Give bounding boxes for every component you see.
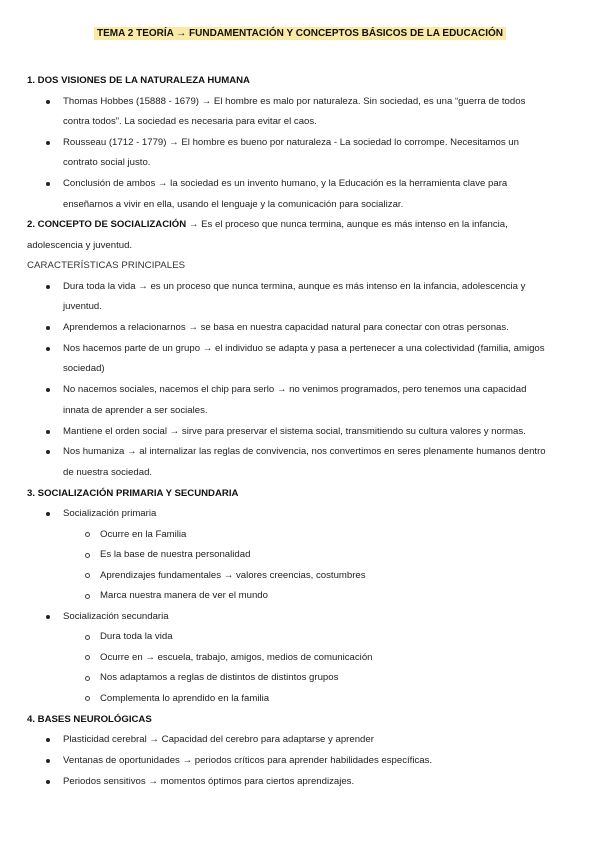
circle-bullet-icon bbox=[85, 676, 90, 681]
list-item: Plasticidad cerebral → Capacidad del cerebro para adaptarse y aprender bbox=[27, 730, 547, 751]
section-2-heading: 2. CONCEPTO DE SOCIALIZACIÓN → Es el proceso que nunca termina, aunque es más intenso en la infancia, adolescencia y juventud. bbox=[27, 219, 508, 251]
bullet-icon bbox=[46, 182, 50, 186]
title-container bbox=[0, 27, 600, 40]
sublist-item: Es la base de nuestra personalidad bbox=[27, 545, 547, 566]
circle-bullet-icon bbox=[85, 553, 90, 558]
bullet-icon bbox=[46, 615, 50, 619]
bullet-icon bbox=[46, 780, 50, 784]
secondary-sublist bbox=[63, 627, 547, 709]
section-3-heading: 3. SOCIALIZACIÓN PRIMARIA Y SECUNDARIA bbox=[27, 487, 239, 499]
bullet-icon bbox=[46, 450, 50, 454]
bullet-icon bbox=[46, 285, 50, 289]
section-3-list bbox=[27, 504, 547, 709]
sublist-item: Aprendizajes fundamentales → valores creencias, costumbres bbox=[27, 566, 547, 587]
circle-bullet-icon bbox=[85, 696, 90, 701]
section-4-heading: 4. BASES NEUROLÓGICAS bbox=[27, 713, 152, 725]
list-item: No nacemos sociales, nacemos el chip para serlo → no venimos programados, pero tenemos una capacidad innata de aprender a ser sociales. bbox=[27, 380, 547, 421]
list-item: Nos hacemos parte de un grupo → el individuo se adapta y pasa a pertenecer a una colectividad (familia, amigos sociedad) bbox=[27, 339, 547, 380]
sublist-item: Ocurre en → escuela, trabajo, amigos, medios de comunicación bbox=[27, 648, 547, 669]
list-item: Socialización primaria Ocurre en la Familia Es la base de nuestra personalidad Aprendizajes fundamentales → valores creencias, costumbres Marca nuestra manera de ver el mundo bbox=[27, 504, 547, 607]
bullet-icon bbox=[46, 388, 50, 392]
section-1-list bbox=[27, 92, 547, 216]
circle-bullet-icon bbox=[85, 532, 90, 537]
bullet-icon bbox=[46, 738, 50, 742]
bullet-icon bbox=[46, 759, 50, 763]
list-item: Socialización secundaria Dura toda la vida Ocurre en → escuela, trabajo, amigos, medios de comunicación Nos adaptamos a reglas de distintos de distintos grupos Complementa lo aprendido en la familia bbox=[27, 607, 547, 710]
bullet-icon bbox=[46, 141, 50, 145]
sublist-item: Complementa lo aprendido en la familia bbox=[27, 689, 547, 710]
list-item: Mantiene el orden social → sirve para preservar el sistema social, transmitiendo su cultura valores y normas. bbox=[27, 422, 547, 443]
list-item: Ventanas de oportunidades → periodos críticos para aprender habilidades específicas. bbox=[27, 751, 547, 772]
circle-bullet-icon bbox=[85, 635, 90, 640]
list-item: Dura toda la vida → es un proceso que nunca termina, aunque es más intenso en la infancia, adolescencia y juventud. bbox=[27, 277, 547, 318]
primary-sublist bbox=[63, 525, 547, 607]
section-1-heading: 1. DOS VISIONES DE LA NATURALEZA HUMANA bbox=[27, 75, 250, 86]
section-2-subheading: CARACTERÍSTICAS PRINCIPALES bbox=[27, 260, 186, 272]
sublist-item: Dura toda la vida bbox=[27, 627, 547, 648]
circle-bullet-icon bbox=[85, 573, 90, 578]
document-content bbox=[27, 71, 547, 793]
list-item: Periodos sensitivos → momentos óptimos para ciertos aprendizajes. bbox=[27, 772, 547, 793]
bullet-icon bbox=[46, 100, 50, 104]
bullet-icon bbox=[46, 512, 50, 516]
sublist-item: Nos adaptamos a reglas de distintos de distintos grupos bbox=[27, 668, 547, 689]
list-item: Thomas Hobbes (15888 - 1679) → El hombre es malo por naturaleza. Sin sociedad, es una “guerra de todos contra todos”. La sociedad es necesaria para evitar el caos. bbox=[27, 92, 547, 133]
bullet-icon bbox=[46, 430, 50, 434]
circle-bullet-icon bbox=[85, 655, 90, 660]
list-item: Aprendemos a relacionarnos → se basa en nuestra capacidad natural para conectar con otras personas. bbox=[27, 318, 547, 339]
section-2-list bbox=[27, 277, 547, 483]
section-4-list bbox=[27, 730, 547, 792]
sublist-item: Marca nuestra manera de ver el mundo bbox=[27, 586, 547, 607]
sublist-item: Ocurre en la Familia bbox=[27, 525, 547, 546]
list-item: Rousseau (1712 - 1779) → El hombre es bueno por naturaleza - La sociedad lo corrompe. Necesitamos un contrato social justo. bbox=[27, 133, 547, 174]
bullet-icon bbox=[46, 326, 50, 330]
list-item: Conclusión de ambos → la sociedad es un invento humano, y la Educación es la herramienta clave para enseñarnos a vivir en ella, usando el lenguaje y la comunicación para socializar. bbox=[27, 174, 547, 215]
bullet-icon bbox=[46, 347, 50, 351]
circle-bullet-icon bbox=[85, 594, 90, 599]
document-title: TEMA 2 TEORÍA → FUNDAMENTACIÓN Y CONCEPTOS BÁSICOS DE LA EDUCACIÓN bbox=[94, 27, 506, 40]
list-item: Nos humaniza → al internalizar las reglas de convivencia, nos convertimos en seres plenamente humanos dentro de nuestra sociedad. bbox=[27, 442, 547, 483]
